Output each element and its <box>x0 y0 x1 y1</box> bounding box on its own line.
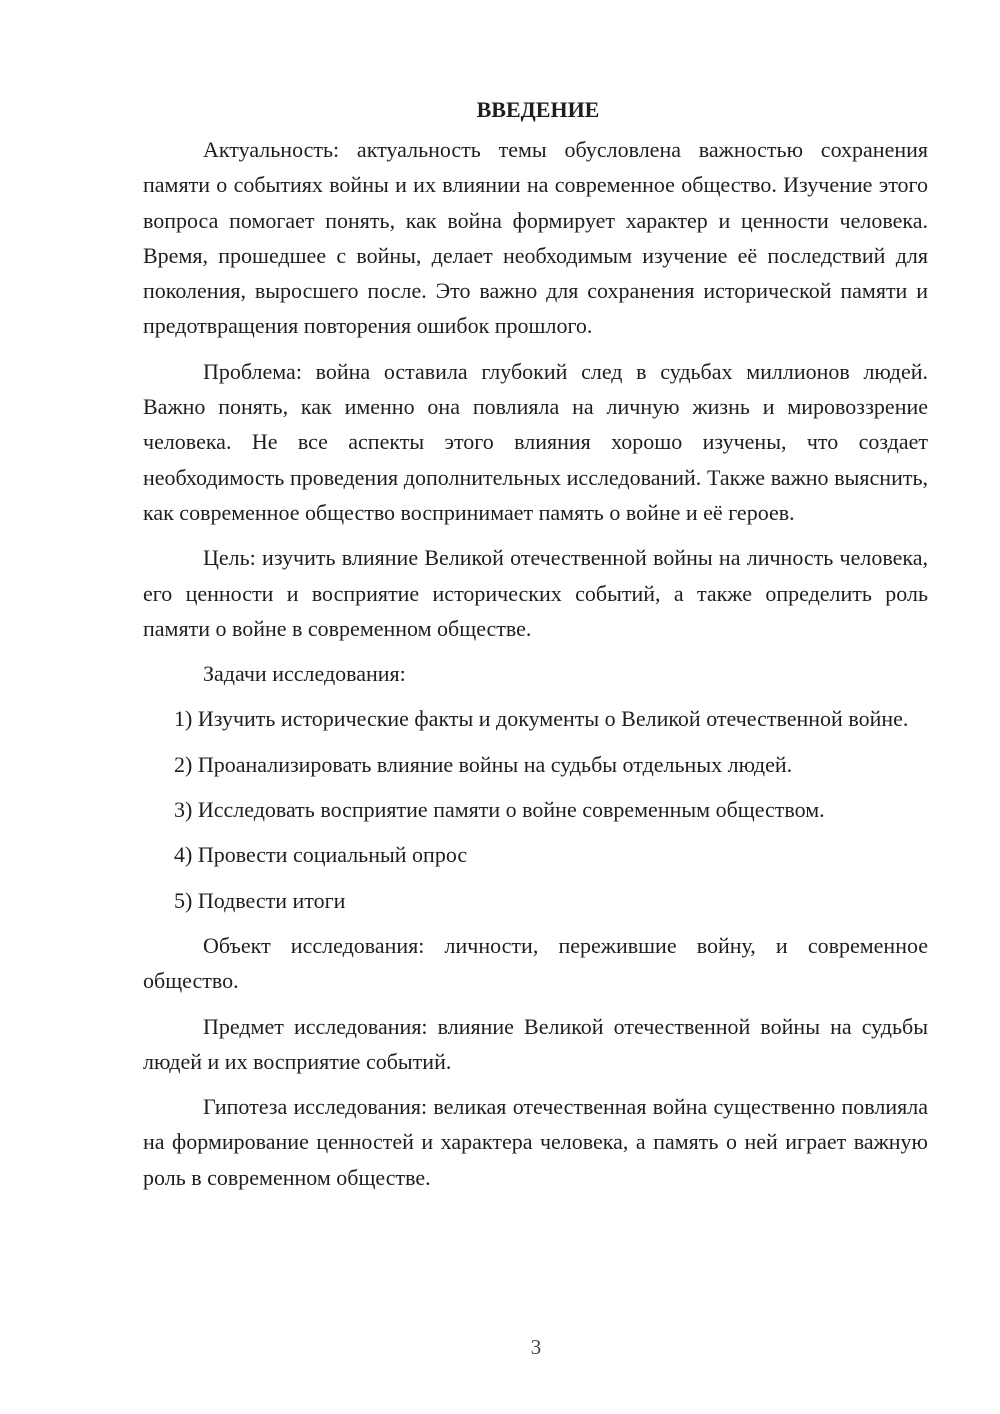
section-heading: ВВЕДЕНИЕ <box>476 97 600 122</box>
task-item-2: 2) Проанализировать влияние войны на судьбы отдельных людей. <box>174 751 793 777</box>
problem-paragraph: Проблема: война оставила глубокий след в судьбах миллионов людей. Важно понять, как именно она повлияла на личную жизнь и мировоззрение человека. Не все аспекты этого влияния хорошо изучены, что создает необходимость проведения дополнительных исследований. Также важно выяснить, как современное общество воспринимает память о войне и её героев. <box>143 358 928 525</box>
research-object-paragraph: Объект исследования: личности, пережившие войну, и современное общество. <box>143 932 928 994</box>
relevance-paragraph: Актуальность: актуальность темы обусловлена важностью сохранения памяти о событиях войны и их влиянии на современное общество. Изучение этого вопроса помогает понять, как война формирует характер и ценности человека. Время, прошедшее с войны, делает необходимым изучение её последствий для поколения, выросшего после. Это важно для сохранения исторической памяти и предотвращения повторения ошибок прошлого. <box>143 137 928 339</box>
tasks-title: Задачи исследования: <box>203 661 406 687</box>
task-item-3: 3) Исследовать восприятие памяти о войне современным обществом. <box>174 797 825 823</box>
page-number: 3 <box>530 1335 542 1359</box>
research-hypothesis-paragraph: Гипотеза исследования: великая отечественная война существенно повлияла на формирование ценностей и характера человека, а память о ней играет важную роль в современном обществе. <box>143 1094 928 1190</box>
document-page <box>143 92 928 1195</box>
goal-paragraph: Цель: изучить влияние Великой отечественной войны на личность человека, его ценности и восприятие исторических событий, а также определить роль памяти о войне в современном обществе. <box>143 545 928 641</box>
research-subject-paragraph: Предмет исследования: влияние Великой отечественной войны на судьбы людей и их восприятие событий. <box>143 1013 928 1074</box>
task-item-1: 1) Изучить исторические факты и документы о Великой отечественной войне. <box>174 706 909 732</box>
task-item-5: 5) Подвести итоги <box>174 887 346 913</box>
task-item-4: 4) Провести социальный опрос <box>174 842 468 868</box>
